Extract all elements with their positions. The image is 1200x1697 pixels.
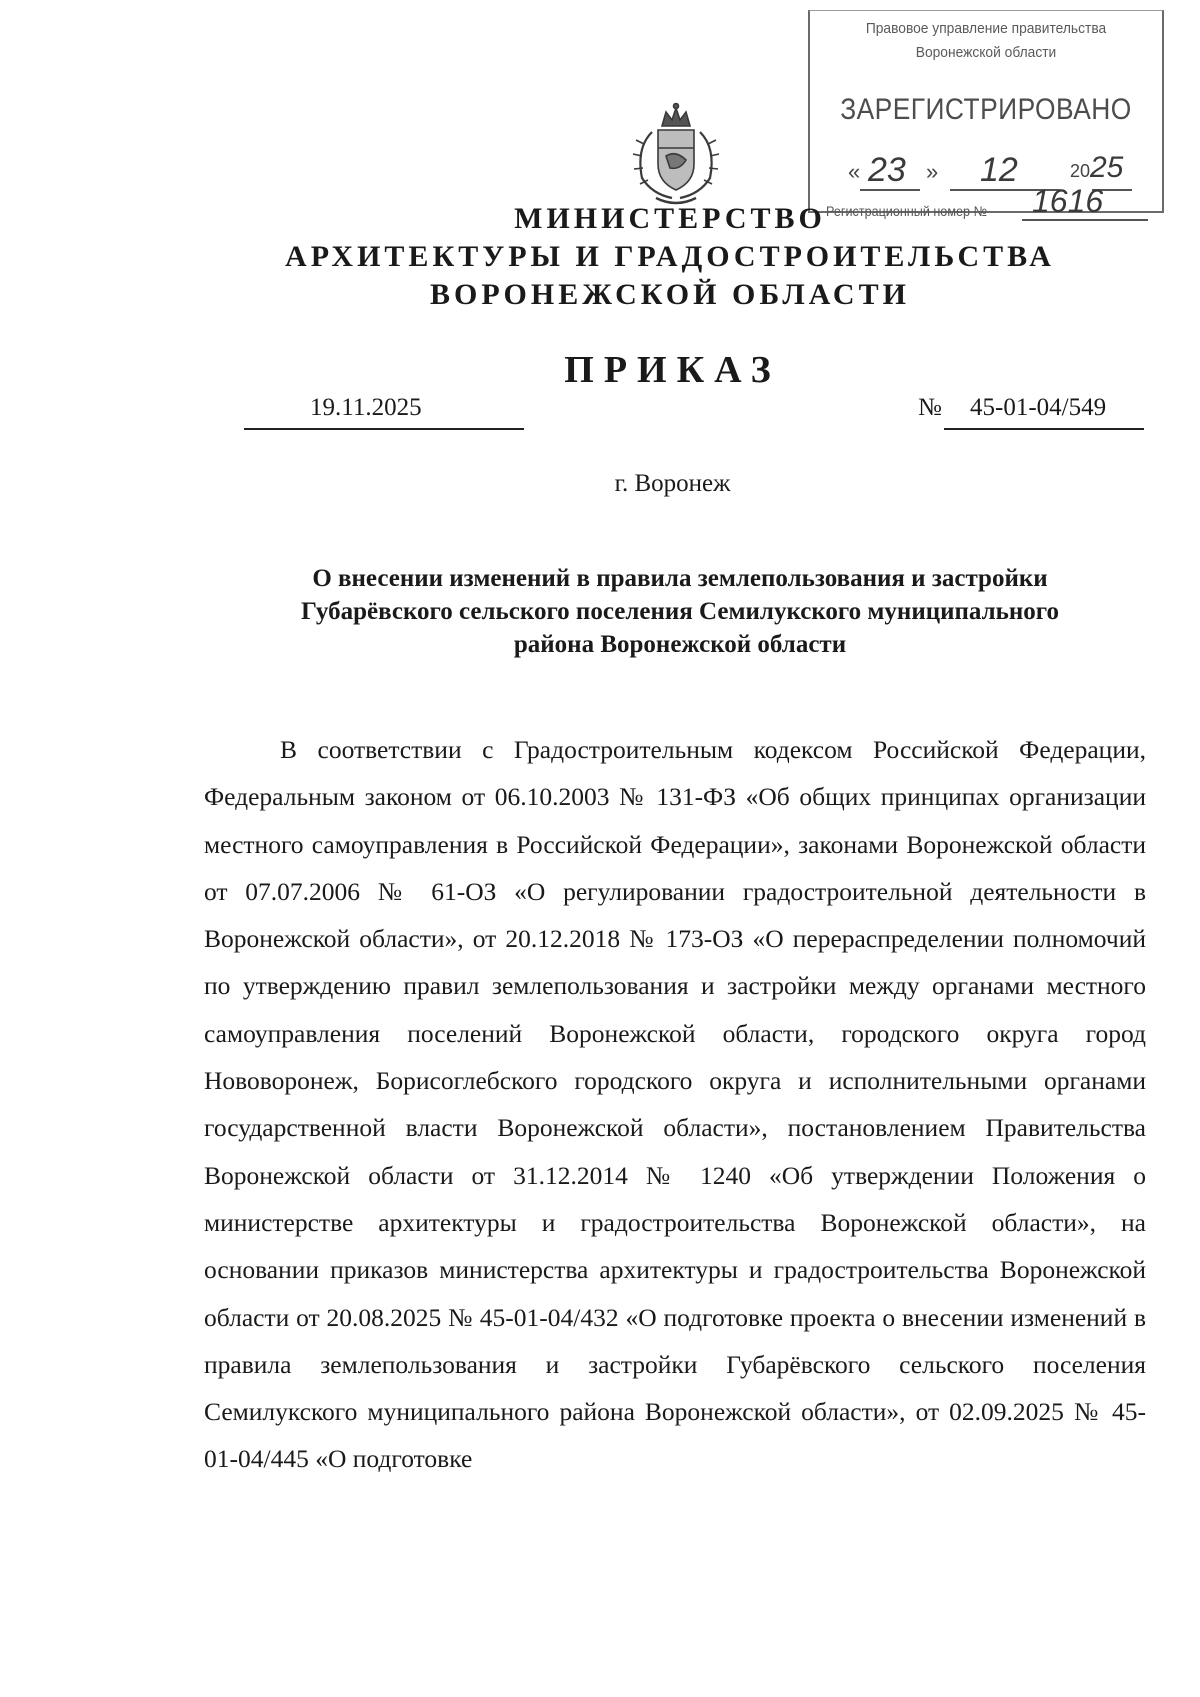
title-line1: О внесении изменений в правила землепользования и застройки	[312, 565, 1048, 592]
stamp-regnum-label: Регистрационный номер №	[826, 203, 988, 219]
registration-stamp	[808, 10, 1164, 219]
document-type: ПРИКАЗ	[564, 349, 781, 391]
ministry-line3: ВОРОНЕЖСКОЙ ОБЛАСТИ	[430, 278, 910, 311]
stamp-close-quote: »	[926, 159, 939, 184]
body-paragraph: В соответствии с Градостроительным кодексом Российской Федерации, Федеральным законом от 06.10.2003 № 131-ФЗ «Об общих принципах организации местного самоуправления в Российской Федерации», законами Воронежской области от 07.07.2006 № 61-ОЗ «О регулировании градостроительной деятельности в Воронежской области», от 20.12.2018 № 173-ОЗ «О перераспределении полномочий по утверждению правил землепользования и застройки между органами местного самоуправления поселений Воронежской области, городского округа город Нововоронеж, Борисоглебского городского округа и исполнительными органами государственной власти Воронежской области», постановлением Правительства Воронежской области от 31.12.2014 № 1240 «Об утверждении Положения о министерстве архитектуры и градостроительства Воронежской области», на основании приказов министерства архитектуры и градостроительства Воронежской области от 20.08.2025 № 45-01-04/432 «О подготовке проекта о внесении изменений в правила землепользования и застройки Губарёвского сельского поселения Семилукского муниципального района Воронежской области», от 02.09.2025 № 45-01-04/445 «О подготовке	[204, 735, 1146, 1474]
title-line2: Губарёвского сельского поселения Семилукского муниципального	[300, 598, 1060, 625]
date-underline	[244, 428, 524, 430]
order-title	[230, 562, 1130, 661]
order-number: 45-01-04/549	[970, 394, 1107, 421]
order-body	[204, 726, 1146, 1483]
ministry-line2: АРХИТЕКТУРЫ И ГРАДОСТРОИТЕЛЬСТВА	[285, 240, 1055, 273]
stamp-regnum: 1616	[1032, 183, 1104, 219]
coat-of-arms-icon	[622, 98, 730, 210]
order-number-label: №	[918, 394, 942, 421]
stamp-year-suffix: 25	[1090, 151, 1124, 184]
stamp-open-quote: «	[848, 159, 861, 184]
ministry-line1: МИНИСТЕРСТВО	[514, 202, 826, 235]
stamp-day: 23	[868, 151, 906, 189]
city: г. Воронеж	[614, 470, 731, 497]
stamp-org-line1: Правовое управление правительства	[865, 20, 1107, 37]
number-underline	[944, 428, 1144, 430]
stamp-registered-label: ЗАРЕГИСТРИРОВАНО	[840, 93, 1132, 126]
stamp-organization	[824, 17, 1148, 65]
stamp-day-line	[860, 189, 920, 191]
ministry-header	[250, 200, 1090, 314]
stamp-month: 12	[980, 151, 1018, 189]
stamp-year-prefix: 20	[1070, 161, 1091, 181]
order-date: 19.11.2025	[310, 394, 422, 421]
title-line3: района Воронежской области	[513, 631, 847, 658]
stamp-org-line2: Воронежской области	[915, 44, 1057, 61]
